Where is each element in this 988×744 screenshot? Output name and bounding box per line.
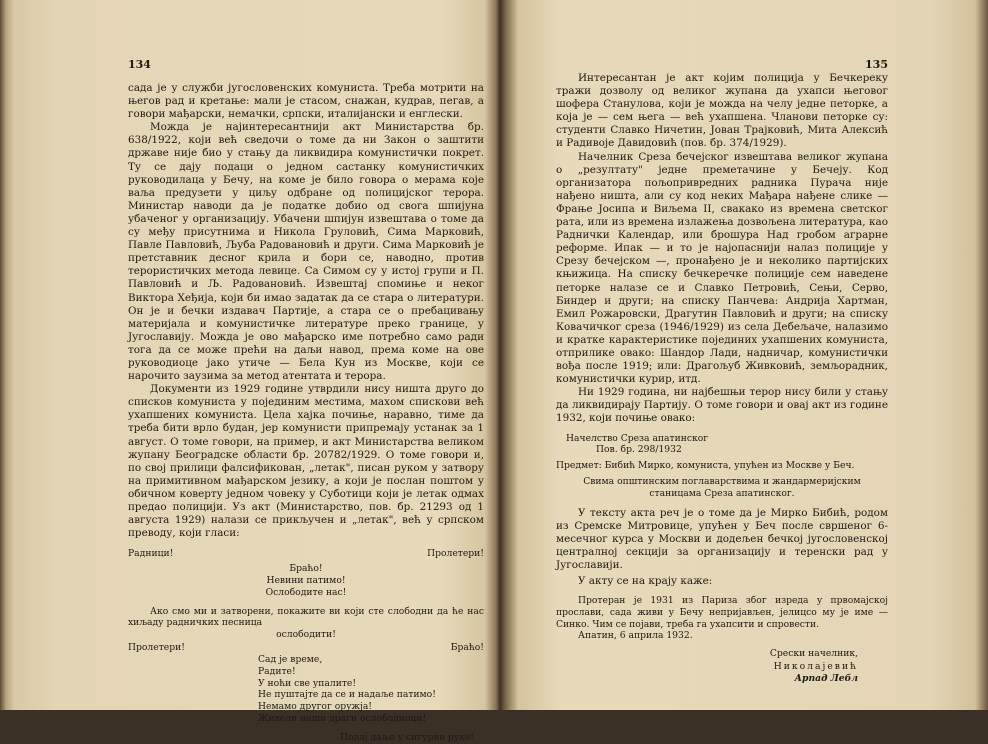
leaflet-line: Ослободите нас! [265, 586, 347, 598]
page-number-right: 135 [865, 58, 888, 71]
paragraph: сада је у служби југословенских комуниста. Треба мотрити на његов рад и кретање: мали је стасом, снажан, кудрав, пегав, а говори мађарски, немачки, српски, италијански и енглески. [128, 82, 484, 121]
paragraph: Ни 1929 година, ни најбешњи терор нису били у стању да ликвидирају Партију. О томе говори и овај акт из године 1932, који почиње овако: [556, 386, 888, 425]
leaflet-brothers: Браћо! [450, 642, 484, 654]
signature-title: Срески начелник, [769, 648, 858, 660]
leaflet-verse [128, 654, 484, 725]
paragraph: Документи из 1929 године утврдили нису ништа друго до списков комуниста у појединим местима, махом спискови већ ухапшених комуниста. Цела хајка почиње, наравно, тиме да треба бити врло будан, јер комунисти припремају устанак за 1 август. О томе говори, на пример, и акт Министарства великом жупану Београдске области бр. 20782/1929. О томе говори и, по свој прилици фалсификован, „летак", писан руком у затвору на примитивном мађарском језику, а који је послан поштом у обичном коверту једном човеку у Суботици који је летак одмах предао полицији. Уз акт (Министарство, пов. бр. 21293 од 1 августа 1929) налази се прикључен и „летак", већ у српском преводу, који гласи: [128, 383, 484, 540]
verse-line: Немамо другог оружја! [258, 701, 372, 713]
leaflet-salutation-2 [128, 641, 484, 654]
document-subject: Предмет: Бибић Мирко, комуниста, упућен из Москве у Беч. [556, 460, 855, 472]
leaflet-salutation [128, 547, 484, 560]
verse-line: Живели наши драги ослободиоци! [258, 713, 427, 725]
leaflet-proletarians: Пролетери! [427, 548, 484, 560]
document-address: Свима општинским поглаварствима и жандармеријским станицама Среза апатинског. [583, 475, 861, 499]
signature-block [556, 648, 888, 686]
left-page-text [128, 82, 484, 744]
verse-line: У ноћи све упалите! [258, 677, 357, 689]
quote: Протеран је 1931 из Париза због изреда у првомајској прослави, сада живи у Бечу непријављен, јелицсо му је име — Синко. Чим се појави, треба га ухапсити и спровести. [556, 595, 888, 630]
leaflet-line: ослободити! [276, 629, 336, 641]
right-page [556, 0, 888, 710]
paragraph: Начелник Среза бечејског извештава великог жупана о „резултату" једне преметачине у Бечеју. Код организатора пољопривредних радника Пурача није нађено ништа, али су код неких Мађара нађене слике — Фрање Јосипа и Виљема II, свакако из времена светског рата, или из времена излажења дозвољена литература, као Раднички Календар, или брошура Над гробом аграрне реформе. Ипак — и то је најопаснији налаз полиције у Срезу бечејском —, пронађено је и неколико партијских књижица. На списку бечкеречке полиције сем наведене петорке налазе се и Славко Петровић, Сењи, Серво, Биндер и други; на списку Панчева: Андрија Хартман, Емил Рожаровски, Драгутин Павловић и други; на списку Ковачичког среза (1946/1929) из села Дебељаче, налазимо и кратке карактеристике појединих ухапшених комуниста, отприлике овако: Шандор Лади, надничар, комунистички вођа после 1919; или: Драгољуб Живковић, земљорадник, комунистички курир, итд. [556, 150, 888, 386]
document-reference: Пов. бр. 298/1932 [596, 444, 682, 456]
signature-name: Николајевић [773, 660, 858, 672]
leaflet-closing: Подај даље у сигурне руке! [339, 731, 474, 743]
signature-extra: Арпад Лебл [794, 673, 858, 685]
paragraph: Интересантан је акт којим полиција у Бечкереку тражи дозволу од великог жупана да ухапси његовог шофера Станулова, који је можда на челу једне петорке, а која је — сем њега — већ ухапшена. Чланови петорке су: студенти Славко Ничетин, Јован Трајковић, Мита Алексић и Радивоје Давидовић (пов. бр. 374/1929). [556, 72, 888, 150]
paragraph: Можда је најинтересантнији акт Министарства бр. 638/1922, који већ сведочи о томе да ни Закон о заштити државе није био у стању да ликвидира комунистички покрет. Ту се дају подаци о једном састанку комунистичких руководилаца у Бечу, на коме је било говора о мерама које ваља предузети у циљу одбране од полицијског терора. Министар наводи да је податке добио од свога шпијуна убаченог у организацију. Убачени шпијун извештава о томе да су међу присутнима и Никола Груловић, Сима Марковић, Павле Павловић, Љуба Радовановић и други. Сима Марковић је претставник десног крила и бори се, наводно, против терористичких метода левице. Са Симом су у истој групи и П. Павловић и Љ. Радовановић. Извештај спомиње и неког Виктора Хеђија, који би имао задатак да се стара о литератури. Он је и бечки издавач Партије, а стара се о пребацивању материјала и комунистичке литературе преко границе, у Југославију. Можда је ово мађарско име потребно само ради тога да се може прећи на даљи навод, према коме на ове руководиоце јако утиче — Бела Кун из Москве, који се нарочито заузима за метод атентата и терора. [128, 121, 484, 383]
verse-line: Радите! [258, 665, 296, 677]
leaflet-proletarians: Пролетери! [128, 642, 185, 654]
leaflet-workers: Радници! [128, 548, 174, 560]
left-page [128, 0, 484, 743]
paragraph: У тексту акта реч је о томе да је Мирко Бибић, родом из Сремске Митровице, упућен у Беч после свршеног 6-месечног курса у Москви и додељен бечкој југословенској централној секцији за организацију и теренски рад у Југославији. [556, 506, 888, 571]
paragraph: У акту се на крају каже: [578, 574, 713, 587]
page-number-left: 134 [128, 58, 151, 71]
document-office: Начелство Среза апатинског [566, 432, 709, 444]
place-date: Апатин, 6 априла 1932. [578, 630, 693, 642]
verse-line: Не пуштајте да се и надаље патимо! [258, 689, 436, 701]
right-page-text [556, 72, 888, 686]
leaflet-paragraph: Ако смо ми и затворени, покажите ви који сте слободни да ће нас хиљаду радничких песница [128, 605, 484, 629]
leaflet-line: Невини патимо! [266, 575, 346, 587]
verse-line: Сад је време, [258, 654, 323, 666]
leaflet-brothers: Браћо! [289, 563, 323, 575]
